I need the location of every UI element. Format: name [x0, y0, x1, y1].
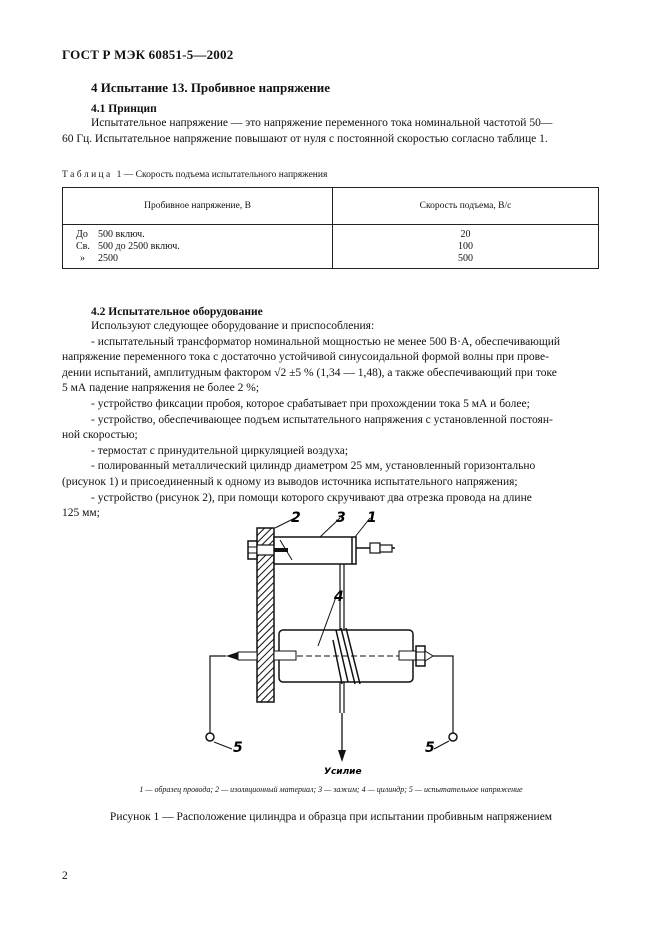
text-line: - испытательный трансформатор номинальной мощностью не менее 500 В·А, обеспечивающий: [91, 335, 561, 348]
text-line: 60 Гц. Испытательное напряжение повышают от нуля с постоянной скоростью согласно таблице 1.: [62, 132, 548, 145]
text-line: 125 мм;: [62, 507, 100, 520]
table-cell: 20: [460, 229, 471, 240]
section-title: 4 Испытание 13. Пробивное напряжение: [91, 80, 331, 95]
text-line: дении испытаний, амплитудным фактором √2 ±5 % (1,34 — 1,48), а также обеспечивающий при токе: [62, 366, 557, 379]
terminal-left: [206, 733, 214, 741]
col-header-rate: Скорость подъема, В/с: [419, 201, 512, 211]
subsection-4-2-body: [62, 319, 600, 522]
terminal-right: [449, 733, 457, 741]
page-number: 2: [62, 870, 68, 882]
text-line: - полированный металлический цилиндр диаметром 25 мм, установленный горизонтально: [91, 460, 536, 473]
text-line: Испытательное напряжение — это напряжение переменного тока номинальной частотой 50—: [91, 117, 553, 129]
table-cell: 500 включ.: [98, 229, 145, 240]
subsection-4-2-title: 4.2 Испытательное оборудование: [91, 306, 263, 318]
table-caption-text: 1 — Скорость подъема испытательного напряжения: [116, 170, 328, 180]
table-cell: 500 до 2500 включ.: [98, 241, 180, 252]
text-line: - термостат с принудительной циркуляцией воздуха;: [91, 444, 349, 457]
text-line: (рисунок 1) и присоединенный к одному из выводов источника испытательного напряжения;: [62, 475, 518, 488]
subsection-4-1-body: [62, 116, 600, 147]
label-2: 2: [291, 510, 301, 526]
label-1: 1: [367, 510, 377, 526]
table-header-cell: [333, 188, 598, 225]
table-cell: »: [80, 253, 85, 264]
text-line: напряжение переменного тока с достаточно устойчивой синусоидальной формой волны при прове-: [62, 351, 549, 364]
table-caption-prefix: Т а б л и ц а: [62, 170, 111, 180]
figure-caption: Рисунок 1 — Расположение цилиндра и образца при испытании пробивным напряжением: [109, 811, 553, 823]
text-line: - устройство фиксации пробоя, которое срабатывает при прохождении тока 5 мА и более;: [91, 397, 530, 410]
table-col2: [333, 229, 598, 265]
figure-legend: 1 — образец провода; 2 — изоляционный материал; 3 — зажим; 4 — цилиндр; 5 — испытательное напряжение: [139, 785, 523, 794]
table-col1: [76, 229, 180, 265]
label-5-right: 5: [425, 740, 435, 756]
table-cell: 500: [458, 253, 473, 264]
document-header: ГОСТ Р МЭК 60851-5—2002: [62, 47, 234, 62]
text-line: Используют следующее оборудование и приспособления:: [91, 320, 375, 332]
label-3: 3: [336, 510, 346, 526]
text-line: 5 мА падение напряжения не более 2 %;: [62, 382, 260, 395]
label-force: Усилие: [324, 767, 362, 777]
table-1: [62, 187, 599, 269]
table-row: [76, 241, 180, 253]
bolt-head: [248, 541, 257, 559]
table-cell: 2500: [98, 253, 118, 264]
table-cell: 100: [458, 241, 473, 252]
text-line: - устройство (рисунок 2), при помощи которого скручивают два отрезка провода на длине: [91, 491, 532, 504]
figure-1-diagram: [195, 505, 475, 780]
text-line: - устройство, обеспечивающее подъем испытательного напряжения с установленной постоян-: [91, 413, 553, 426]
table-cell: Св.: [76, 241, 90, 252]
table-row: [76, 229, 180, 241]
text-line: ной скоростью;: [62, 429, 138, 442]
label-4: 4: [334, 589, 344, 605]
table-caption: [62, 170, 327, 180]
label-5-left: 5: [233, 740, 243, 756]
table-cell: До: [76, 229, 88, 240]
table-header-cell: [63, 188, 333, 225]
table-frame: [62, 187, 599, 269]
table-row: [76, 253, 180, 265]
col-header-voltage: Пробивное напряжение, В: [144, 201, 251, 211]
subsection-4-1-title: 4.1 Принцип: [91, 103, 157, 115]
